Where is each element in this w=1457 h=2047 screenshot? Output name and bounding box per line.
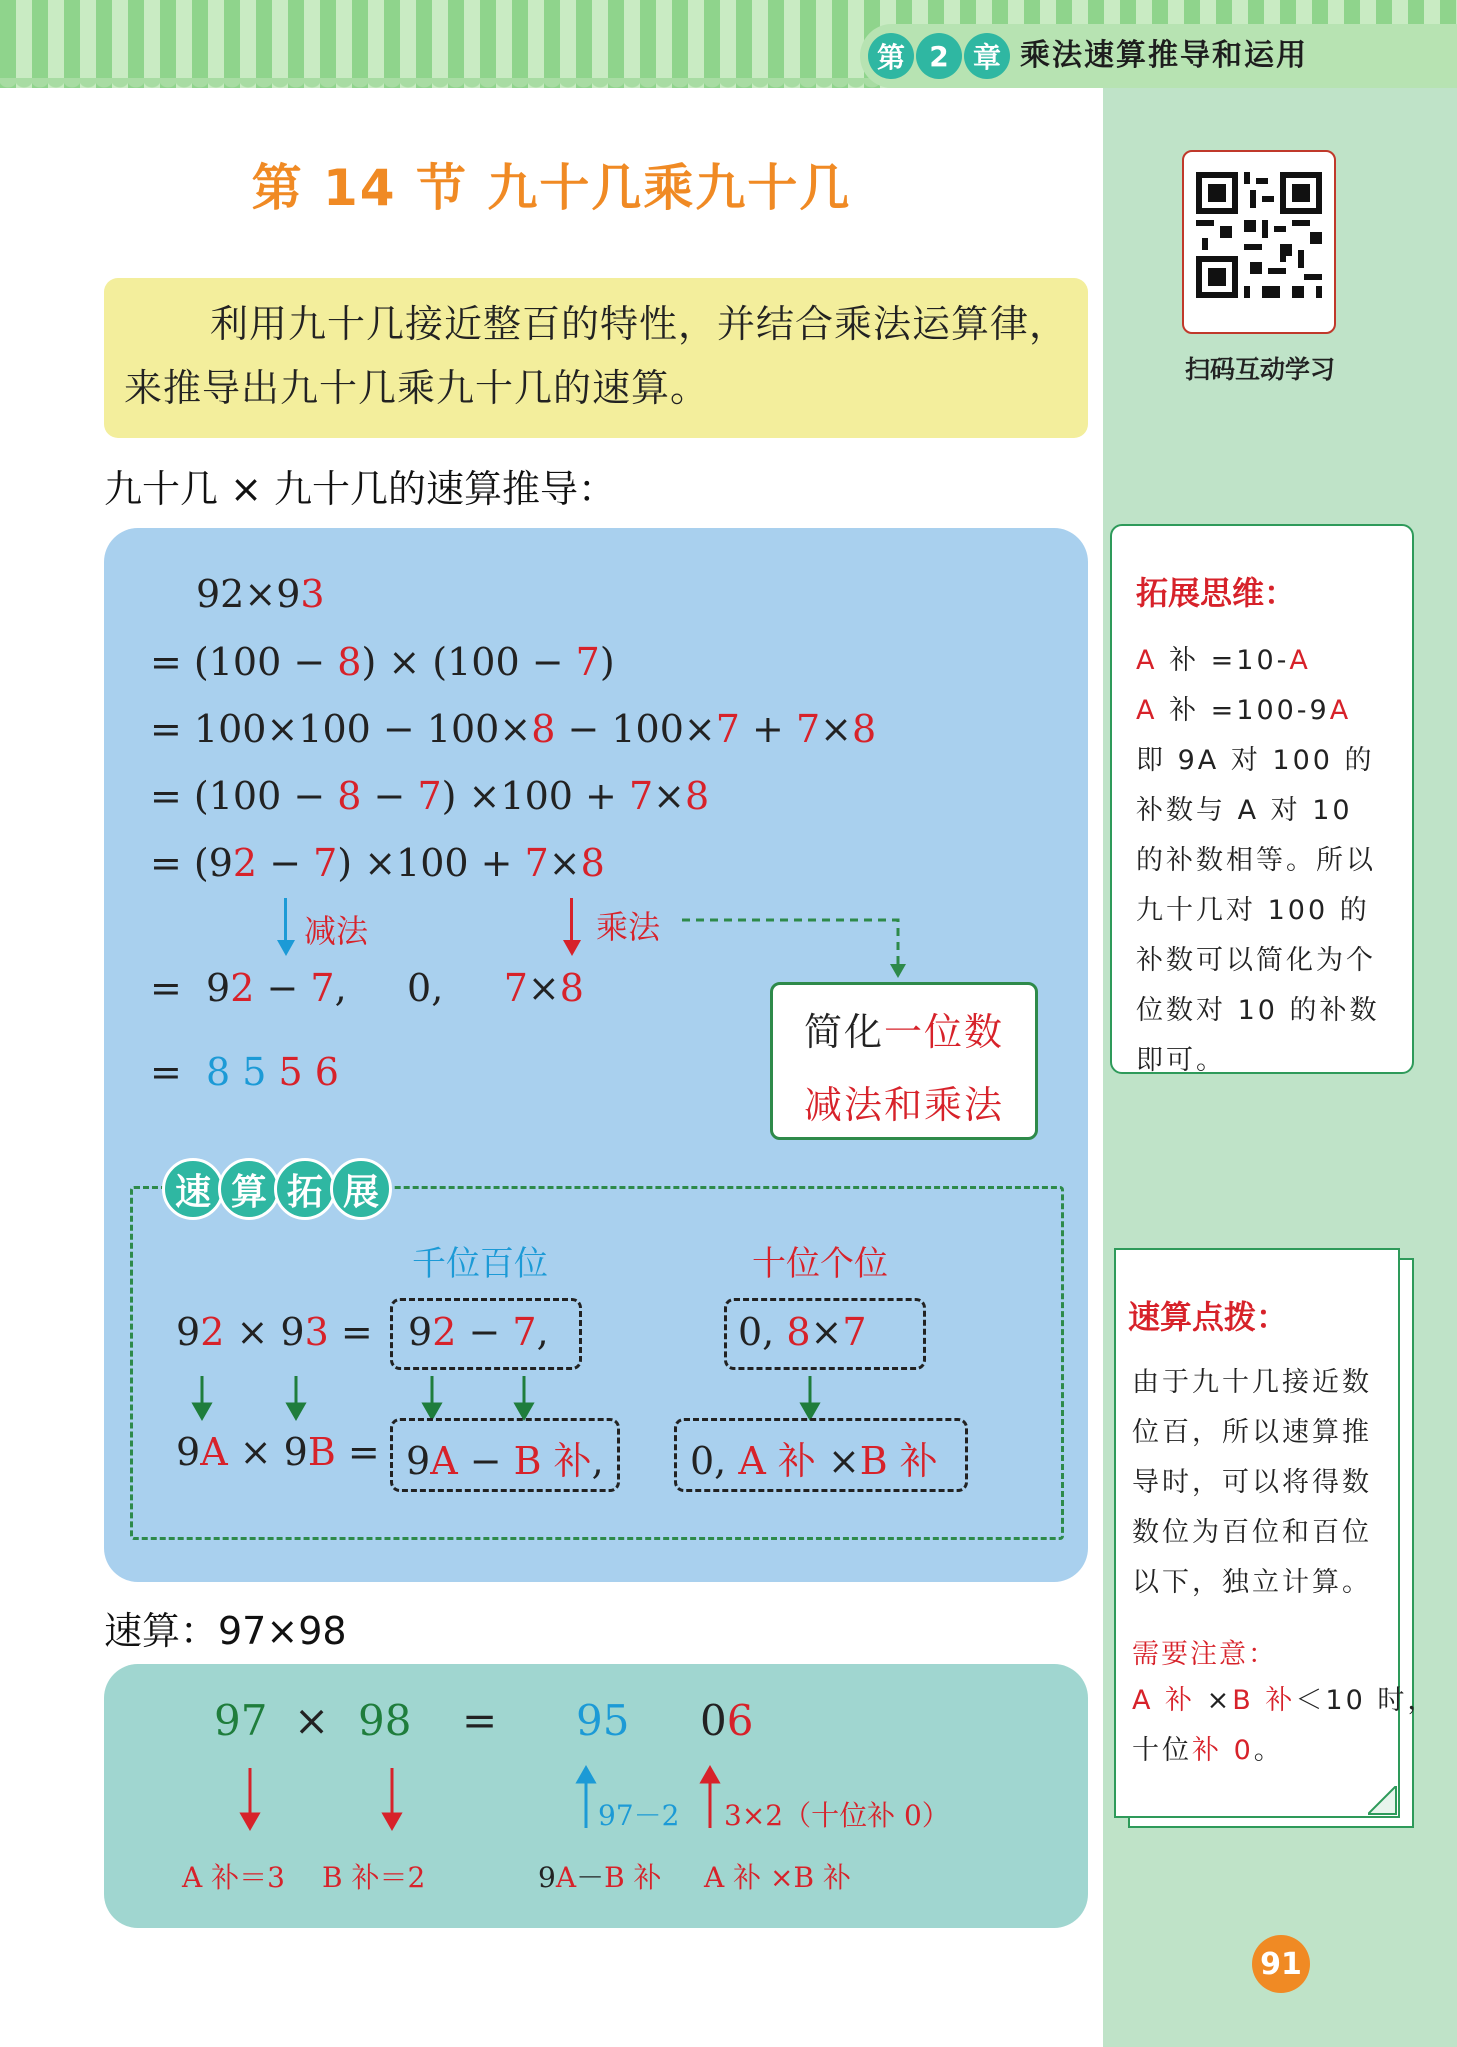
badge-char: 拓 — [286, 1171, 323, 1213]
chapter-suffix-circle — [964, 33, 1010, 79]
multiply-arrow-head — [563, 940, 581, 956]
qr-code-icon — [1184, 160, 1334, 310]
qr-card[interactable] — [1182, 150, 1336, 334]
intro-text: 利用九十几接近整百的特性，并结合乘法运算律，来推导出九十几乘九十几的速算。 — [124, 302, 1069, 410]
quick-calc-heading: 速算：97×98 — [104, 1609, 347, 1653]
extension-badge-char-4 — [330, 1158, 392, 1220]
derivation-line-3: = 100×100 − 100×8 − 100×7 + 7×8 — [150, 707, 877, 751]
extension-row2-box2-text: 0, A 补 ×B 补 — [690, 1439, 938, 1483]
tips-page-curl-icon — [1368, 1786, 1398, 1816]
derivation-line-2: = (100 − 8) × (100 − 7) — [150, 640, 615, 684]
tips-note-line-2: 十位补 0。 — [1132, 1735, 1284, 1766]
chapter-prefix-circle — [868, 33, 914, 79]
derivation-line-5: = (92 − 7) ×100 + 7×8 — [150, 841, 605, 885]
derivation-result: = 8 5 5 6 — [150, 1050, 339, 1094]
extension-badge-char-3 — [274, 1158, 336, 1220]
quick-result-ones: 6 — [726, 1696, 754, 1745]
quick-operand-a: 97 — [214, 1696, 268, 1745]
thinking-title: 拓展思维： — [1136, 574, 1297, 612]
badge-char: 展 — [342, 1171, 379, 1213]
derivation-line-4: = (100 − 8 − 7) ×100 + 7×8 — [150, 774, 710, 818]
thinking-formula-1: A 补 =10-A — [1136, 645, 1311, 676]
column-label-thousands: 千位百位 — [412, 1244, 548, 1284]
chapter-title: 乘法速算推导和运用 — [1020, 38, 1308, 73]
chapter-number-circle — [916, 33, 962, 79]
quick-operand-b: 98 — [358, 1696, 412, 1745]
simplify-digit-word: 一位数 — [884, 1010, 1005, 1054]
quick-note-subtract: 97－2 — [598, 1799, 680, 1832]
multiply-arrow-shaft — [570, 898, 573, 944]
qr-caption: 扫码互动学习 — [1184, 355, 1335, 384]
quick-result-low — [700, 1696, 753, 1745]
badge-char: 速 — [174, 1171, 211, 1213]
extension-row1-box1-text: 92 − 7, — [408, 1310, 549, 1354]
subtract-arrow-head — [277, 940, 295, 956]
chapter-suffix: 章 — [972, 41, 1001, 74]
quick-note-b: B 补＝2 — [322, 1861, 426, 1894]
extension-down-arrows — [180, 1372, 980, 1422]
subtract-label: 减法 — [304, 912, 369, 950]
derivation-line-6: = 92 − 7, 0, 7×8 — [150, 966, 584, 1010]
tips-title: 速算点拨： — [1128, 1298, 1289, 1336]
quick-equals-sign: = — [462, 1696, 498, 1745]
simplify-note-box — [770, 982, 1038, 1140]
extension-badge-char-2 — [218, 1158, 280, 1220]
extension-row2-left: 9A × 9B = — [176, 1430, 380, 1474]
quick-note-rule-high: 9A－B 补 — [538, 1861, 662, 1894]
extension-badge-char-1 — [162, 1158, 224, 1220]
quick-note-rule-low: A 补 ×B 补 — [704, 1861, 851, 1894]
derivation-line-1: 92×93 — [196, 572, 325, 616]
section-title: 第 14 节 九十几乘九十几 — [251, 159, 852, 217]
tips-body: 由于九十几接近数位百，所以速算推导时，可以将得数数位为百位和百位以下，独立计算。 — [1132, 1367, 1372, 1598]
derivation-heading: 九十几 × 九十几的速算推导： — [104, 467, 616, 511]
badge-char: 算 — [230, 1171, 267, 1213]
chapter-prefix: 第 — [876, 41, 905, 74]
multiply-label: 乘法 — [596, 908, 661, 946]
simplify-line-1 — [773, 1001, 1035, 1056]
quick-result-high: 95 — [576, 1696, 630, 1745]
extension-row2-box1-text: 9A − B 补, — [406, 1439, 604, 1483]
thinking-body: 即 9A 对 100 的补数与 A 对 10 的补数相等。所以九十几对 100 的补数可以简化为个位数对 10 的补数即可。 — [1136, 745, 1380, 1076]
tips-note-line-1: A 补 ×B 补＜10 时， — [1132, 1685, 1438, 1716]
simplify-line-2: 减法和乘法 — [803, 1083, 1004, 1127]
quick-note-multiply: 3×2（十位补 0） — [724, 1799, 950, 1832]
dashed-connector — [680, 908, 910, 980]
extension-row1-left: 92 × 93 = — [176, 1310, 373, 1354]
quick-times-sign: × — [294, 1696, 330, 1745]
chapter-number: 2 — [929, 39, 949, 73]
quick-result-tens: 0 — [700, 1696, 727, 1745]
subtract-arrow-shaft — [284, 898, 287, 944]
quick-note-a: A 补＝3 — [182, 1861, 285, 1894]
column-label-tens: 十位个位 — [752, 1244, 888, 1284]
extension-row1-box2-text: 0, 8×7 — [738, 1310, 867, 1354]
thinking-formula-2: A 补 =100-9A — [1136, 695, 1352, 726]
simplify-word: 简化 — [803, 1010, 884, 1054]
page-number: 91 — [1252, 1935, 1310, 1993]
tips-note-title: 需要注意： — [1132, 1639, 1277, 1670]
